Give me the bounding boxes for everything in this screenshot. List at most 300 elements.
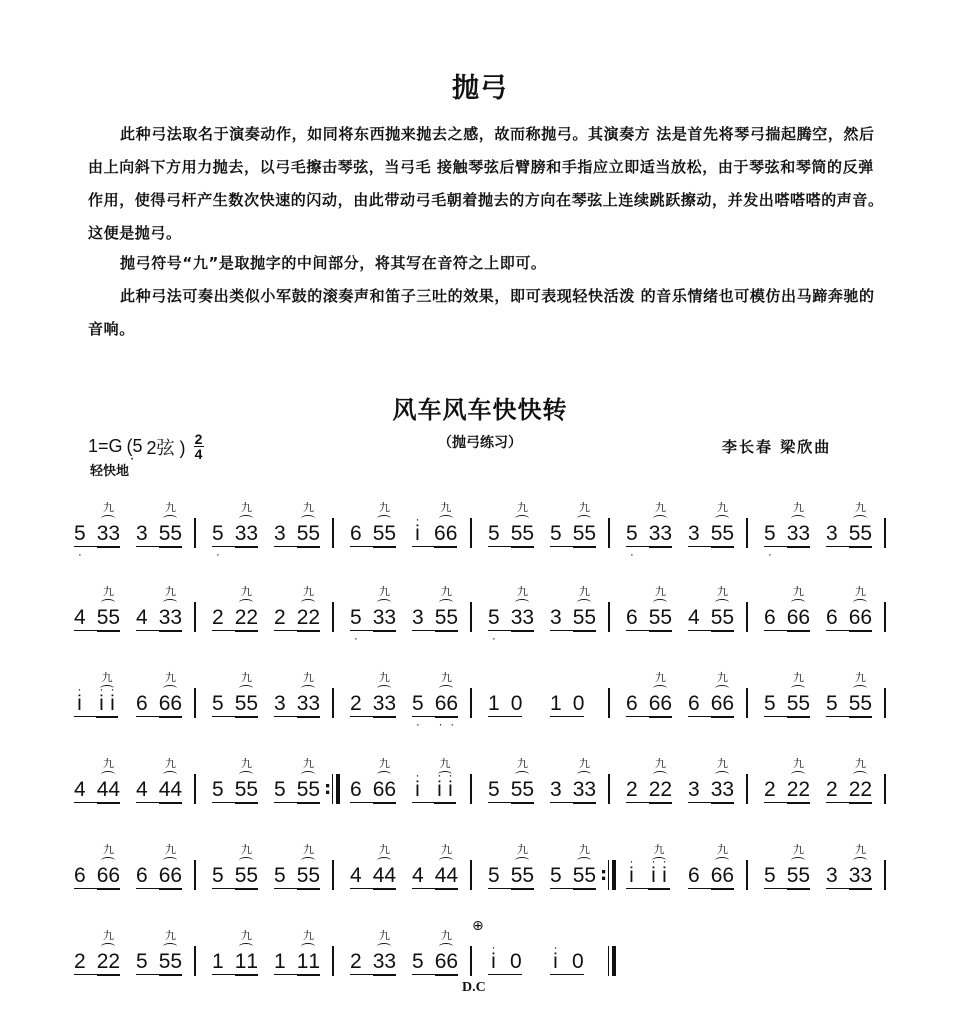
note: 1 — [274, 950, 286, 973]
note: 5 — [860, 692, 873, 715]
note: 5 · — [764, 522, 776, 561]
note: 5 — [572, 606, 585, 629]
slur-icon — [239, 857, 253, 864]
bow-symbol-icon: 九 — [240, 930, 252, 942]
note: 4 — [96, 778, 109, 801]
sixteenth-pair — [434, 672, 459, 731]
note: 6 — [798, 606, 811, 629]
beat — [488, 693, 522, 718]
sixteenth-pair — [96, 502, 121, 545]
slur-icon — [439, 943, 453, 950]
note: 6 — [710, 864, 723, 887]
note: 5 — [296, 522, 309, 545]
bow-mark — [435, 931, 458, 951]
note: 6 — [660, 692, 673, 715]
note: 2 — [798, 778, 811, 801]
note: 3 — [384, 692, 397, 715]
note: 3 — [170, 606, 183, 629]
note: 2 — [212, 606, 224, 629]
bow-mark — [159, 503, 182, 523]
note: 6 — [860, 606, 873, 629]
high-octave-dot: · — [651, 854, 656, 868]
sixteenth-pair — [372, 930, 397, 973]
note: 1 — [246, 950, 259, 973]
bow-symbol-icon: 九 — [854, 758, 866, 770]
note: 4 — [74, 606, 86, 629]
beat — [212, 930, 259, 976]
high-octave-dot: · — [662, 854, 667, 868]
bow-mark — [373, 759, 396, 779]
note: 2 — [234, 606, 247, 629]
bar-line — [194, 518, 196, 548]
sixteenth-pair — [710, 758, 735, 801]
note: 5 — [786, 692, 799, 715]
note: 4 — [688, 606, 700, 629]
bar-line — [608, 688, 610, 718]
note: 6 — [372, 778, 385, 801]
note: i · — [550, 951, 561, 972]
bow-mark — [511, 503, 534, 523]
bar-line — [470, 860, 472, 890]
bow-mark — [159, 759, 182, 779]
note: 4 — [136, 606, 148, 629]
time-signature — [194, 432, 204, 461]
bow-symbol-icon: 九 — [378, 758, 390, 770]
bow-mark — [235, 587, 258, 607]
beat — [688, 758, 735, 804]
beat — [212, 502, 259, 561]
bow-mark — [297, 587, 320, 607]
sixteenth-pair — [434, 758, 456, 801]
note: i · — [445, 779, 456, 800]
note: 1 — [212, 950, 224, 973]
bow-mark — [235, 931, 258, 951]
bow-mark — [373, 587, 396, 607]
note: 6 — [136, 864, 148, 887]
note: 5 — [372, 522, 385, 545]
bow-mark — [235, 845, 258, 865]
bow-symbol-icon: 九 — [716, 672, 728, 684]
note: 3 — [234, 522, 247, 545]
note: 5 — [246, 864, 259, 887]
beat — [626, 672, 673, 718]
note: 3 — [848, 864, 861, 887]
beat — [488, 844, 535, 890]
note: 4 — [108, 778, 121, 801]
note: 6 — [158, 692, 171, 715]
beat — [74, 758, 121, 804]
note: 3 — [384, 950, 397, 973]
note: 3 — [710, 778, 723, 801]
bow-symbol-icon: 九 — [440, 930, 452, 942]
beat — [488, 586, 535, 645]
bow-symbol-icon: 九 — [164, 672, 176, 684]
bar-line — [884, 688, 886, 718]
note: 1 — [488, 692, 500, 715]
slur-icon — [577, 771, 591, 778]
sixteenth-pair — [710, 844, 735, 887]
slur-icon — [101, 515, 115, 522]
slur-icon — [163, 857, 177, 864]
bow-symbol-icon: 九 — [516, 844, 528, 856]
note: 5 — [308, 864, 321, 887]
section-title: 抛弓 — [452, 73, 508, 104]
note: 3 — [660, 522, 673, 545]
note: 6 — [434, 522, 446, 545]
bow-symbol-icon: 九 — [240, 586, 252, 598]
note: 5 — [648, 606, 661, 629]
slur-icon — [438, 771, 452, 778]
bow-symbol-icon: 九 — [654, 758, 666, 770]
bow-symbol-icon: 九 — [854, 672, 866, 684]
bow-symbol-icon: 九 — [516, 758, 528, 770]
bow-symbol-icon: 九 — [716, 502, 728, 514]
note: 2 — [648, 778, 661, 801]
bow-mark — [97, 503, 120, 523]
note: 6 — [136, 692, 148, 715]
coda-icon: ⊕ — [472, 918, 484, 934]
bar-line — [884, 860, 886, 890]
note: 6 — [170, 692, 183, 715]
bow-symbol-icon: 九 — [792, 844, 804, 856]
note: 5 · — [350, 606, 362, 645]
note: 2 — [764, 778, 776, 801]
bow-symbol-icon: 九 — [240, 672, 252, 684]
low-octave-dot: · — [353, 631, 358, 645]
bow-symbol-icon: 九 — [716, 844, 728, 856]
bow-symbol-icon: 九 — [440, 502, 452, 514]
slur-icon — [439, 515, 453, 522]
bow-mark — [297, 931, 320, 951]
bow-symbol-icon: 九 — [440, 672, 452, 684]
tempo-marking: 轻快地 — [90, 464, 130, 479]
bow-mark — [711, 503, 734, 523]
note: 5 — [572, 864, 585, 887]
bow-mark — [649, 673, 672, 693]
bow-mark — [787, 845, 810, 865]
beat — [136, 930, 183, 976]
beat — [488, 940, 522, 976]
slur-icon — [301, 599, 315, 606]
low-octave-dot: · — [415, 717, 420, 731]
bow-symbol-icon: 九 — [716, 758, 728, 770]
paragraph-text: 抛弓符号“九”是取抛字的中间部分，将其写在音符之上即可。 — [120, 254, 547, 272]
note: 5 — [158, 950, 171, 973]
note: 5 — [308, 778, 321, 801]
note: 5 — [108, 606, 121, 629]
low-octave-dot: · — [629, 547, 634, 561]
note: 5 — [510, 864, 523, 887]
bow-symbol-icon: 九 — [164, 844, 176, 856]
sixteenth-pair — [372, 586, 397, 629]
bow-mark — [787, 587, 810, 607]
sixteenth-pair — [434, 844, 459, 887]
sixteenth-pair — [786, 672, 811, 715]
high-octave-dot: · — [415, 768, 420, 782]
sixteenth-pair — [710, 586, 735, 629]
bow-mark — [297, 845, 320, 865]
slur-icon — [653, 771, 667, 778]
note: 5 — [764, 864, 776, 887]
note: 5 — [488, 778, 500, 801]
bow-symbol-icon: 九 — [378, 586, 390, 598]
bow-mark — [373, 673, 396, 693]
beat — [274, 758, 321, 804]
bow-symbol-icon: 九 — [578, 758, 590, 770]
note: 5 · — [626, 522, 638, 561]
slur-icon — [377, 771, 391, 778]
sixteenth-pair — [848, 844, 873, 887]
note: 3 — [798, 522, 811, 545]
note: 2 — [96, 950, 109, 973]
note: i · — [659, 865, 670, 886]
slur-icon — [239, 599, 253, 606]
tuning-open: (5 · — [127, 436, 143, 457]
low-octave-dot: · — [450, 717, 455, 731]
note: 6 — [786, 606, 799, 629]
note: 2 — [848, 778, 861, 801]
sixteenth-pair — [434, 502, 458, 545]
note: 6 · — [446, 692, 459, 731]
beat — [350, 758, 397, 804]
bow-mark — [649, 503, 672, 523]
bow-mark — [787, 503, 810, 523]
beat — [412, 930, 459, 976]
note: 3 — [550, 778, 562, 801]
note: 4 — [350, 864, 362, 887]
note: 3 — [96, 522, 109, 545]
bow-symbol-icon: 九 — [716, 586, 728, 598]
bow-mark — [373, 931, 396, 951]
slur-icon — [101, 857, 115, 864]
beat — [74, 586, 121, 632]
bow-mark — [573, 845, 596, 865]
paragraph-text: 此种弓法可奏出类似小军鼓的滚奏声和笛子三吐的效果，即可表现轻快活泼 的音乐情绪也可模仿出马蹄奔驰的音响。 — [88, 287, 875, 338]
bow-symbol-icon: 九 — [240, 758, 252, 770]
note: 5 — [510, 778, 523, 801]
sixteenth-pair — [848, 502, 873, 545]
bar-line — [194, 774, 196, 804]
slur-icon — [853, 599, 867, 606]
bow-mark — [373, 503, 396, 523]
sixteenth-pair — [372, 502, 397, 545]
bow-symbol-icon: 九 — [240, 502, 252, 514]
high-octave-dot: · — [448, 768, 453, 782]
slur-icon — [101, 771, 115, 778]
bow-mark — [235, 759, 258, 779]
beat — [350, 844, 397, 890]
beat — [136, 844, 183, 890]
note: 3 — [372, 950, 385, 973]
sixteenth-pair — [510, 951, 522, 972]
sixteenth-pair — [848, 758, 873, 801]
sixteenth-pair — [572, 951, 584, 972]
beat — [550, 586, 597, 632]
note: 5 — [434, 606, 447, 629]
slur-icon — [515, 599, 529, 606]
sixteenth-pair — [158, 844, 183, 887]
bar-line — [746, 774, 748, 804]
bow-mark — [435, 673, 458, 693]
beat — [350, 502, 397, 548]
note: 5 — [234, 864, 247, 887]
note: 5 — [296, 864, 309, 887]
beat — [826, 758, 873, 804]
note: i · — [74, 693, 85, 714]
note: 3 — [584, 778, 597, 801]
sixteenth-pair — [434, 930, 459, 973]
note: 5 — [274, 778, 286, 801]
note: 6 — [350, 778, 362, 801]
beat — [136, 672, 183, 718]
beat — [412, 672, 459, 731]
note: 1 — [550, 692, 562, 715]
beat — [826, 586, 873, 632]
note: 5 — [212, 778, 224, 801]
note: 3 — [372, 606, 385, 629]
bow-symbol-icon: 九 — [654, 502, 666, 514]
bar-line — [608, 946, 616, 976]
bow-symbol-icon: 九 — [578, 586, 590, 598]
note: 5 — [798, 864, 811, 887]
bow-symbol-icon: 九 — [101, 672, 113, 684]
note: i · — [488, 951, 499, 972]
note: 5 — [384, 522, 397, 545]
note: 5 · — [212, 522, 224, 561]
bow-mark — [235, 673, 258, 693]
staff-line — [70, 490, 890, 562]
sixteenth-pair — [296, 502, 321, 545]
note: 5 — [296, 778, 309, 801]
bar-line — [746, 518, 748, 548]
bow-mark — [96, 672, 118, 696]
beat — [412, 758, 456, 804]
sixteenth-pair — [648, 672, 673, 715]
note: 6 — [626, 692, 638, 715]
staff-line — [70, 746, 890, 818]
bow-mark — [787, 673, 810, 693]
note: 6 — [710, 692, 723, 715]
note: 5 — [584, 522, 597, 545]
sixteenth-pair — [296, 672, 321, 715]
bow-symbol-icon: 九 — [854, 844, 866, 856]
sixteenth-pair — [158, 502, 183, 545]
sixteenth-pair — [234, 502, 259, 545]
bow-mark — [297, 673, 320, 693]
beat — [626, 502, 673, 561]
paragraph-text: 此种弓法取名于演奏动作，如同将东西抛来抛去之感，故而称抛弓。其演奏方 法是首先将琴弓揣起腾空，然后由上向斜下方用力抛去，以弓毛擦击琴弦，当弓毛 接触琴弦后臂膀和手指应立即适当放松，由于琴弦和琴筒的反弹作用，使得弓杆产生数次快速的闪动，由此带动弓毛朝着抛去的方向在琴弦上连续跳跃擦动，并发出嗒嗒嗒的声音。这便是抛弓。 — [88, 125, 884, 242]
high-octave-dot: · — [629, 854, 634, 868]
bar-line — [884, 518, 886, 548]
bar-line — [470, 688, 472, 718]
slur-icon — [239, 685, 253, 692]
paragraph-1 — [88, 118, 888, 250]
bow-mark — [849, 587, 872, 607]
note: 6 · — [434, 692, 447, 731]
bar-line — [470, 602, 472, 632]
note: 5 — [786, 864, 799, 887]
slur-icon — [715, 685, 729, 692]
bow-symbol-icon: 九 — [302, 844, 314, 856]
note: 3 — [510, 606, 523, 629]
note: 3 — [786, 522, 799, 545]
beat — [350, 586, 397, 645]
slur-icon — [101, 943, 115, 950]
sixteenth-pair — [510, 586, 535, 629]
bow-mark — [711, 759, 734, 779]
beat — [212, 844, 259, 890]
bar-line — [746, 860, 748, 890]
bow-symbol-icon: 九 — [378, 672, 390, 684]
note: 2 — [296, 606, 309, 629]
note: 2 — [308, 606, 321, 629]
bow-symbol-icon: 九 — [302, 672, 314, 684]
beat — [688, 502, 735, 548]
slur-icon — [791, 599, 805, 606]
beat — [764, 586, 811, 632]
bow-symbol-icon: 九 — [102, 758, 114, 770]
note: 5 — [572, 522, 585, 545]
bow-mark — [573, 587, 596, 607]
bow-mark — [297, 503, 320, 523]
bar-line — [332, 602, 334, 632]
note: 5 — [234, 692, 247, 715]
slur-icon — [439, 685, 453, 692]
low-octave-dot: · — [215, 547, 220, 561]
note: 2 — [350, 692, 362, 715]
sixteenth-pair — [96, 672, 118, 715]
slur-icon — [163, 599, 177, 606]
bow-symbol-icon: 九 — [302, 930, 314, 942]
note: 5 — [522, 522, 535, 545]
sixteenth-pair — [572, 586, 597, 629]
beat — [550, 758, 597, 804]
note: 3 — [308, 692, 321, 715]
beat — [74, 502, 121, 561]
note: 6 — [445, 522, 458, 545]
note: i · — [648, 865, 659, 886]
note: 5 — [722, 522, 735, 545]
bow-mark — [435, 587, 458, 607]
note: 6 — [826, 606, 838, 629]
note: 5 — [274, 864, 286, 887]
note: 3 — [136, 522, 148, 545]
note: 5 · — [488, 606, 500, 645]
high-octave-dot: · — [437, 768, 442, 782]
slur-icon — [377, 599, 391, 606]
bar-line — [884, 602, 886, 632]
note: 6 — [170, 864, 183, 887]
bow-symbol-icon: 九 — [164, 758, 176, 770]
slur-icon — [301, 515, 315, 522]
note: 5 — [246, 692, 259, 715]
note: 0 — [572, 692, 585, 715]
bow-mark — [649, 759, 672, 779]
bar-line — [884, 774, 886, 804]
song-title: 风车风车快快转 — [392, 396, 568, 424]
bow-mark — [849, 503, 872, 523]
bow-symbol-icon: 九 — [792, 758, 804, 770]
bow-mark — [159, 587, 182, 607]
bar-line — [746, 602, 748, 632]
bar-line — [608, 774, 610, 804]
bow-symbol-icon: 九 — [654, 672, 666, 684]
bow-symbol-icon: 九 — [302, 502, 314, 514]
note: 4 — [412, 864, 424, 887]
bow-symbol-icon: 九 — [854, 502, 866, 514]
note: 2 — [274, 606, 286, 629]
bow-symbol-icon: 九 — [378, 502, 390, 514]
